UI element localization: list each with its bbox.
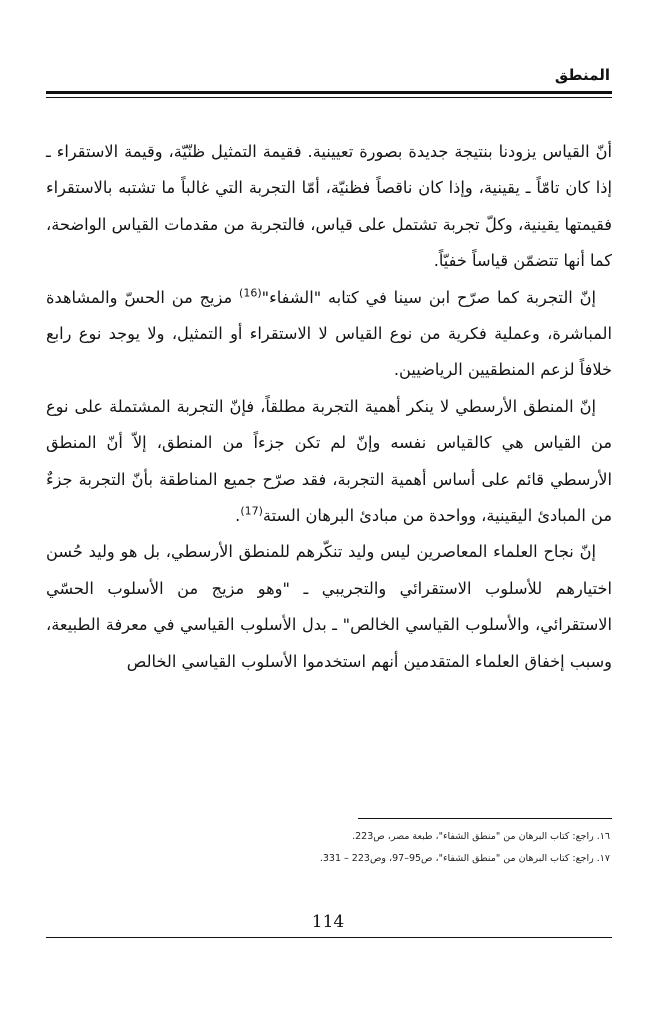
footnote-17: ١٧. راجع: كتاب البرهان من "منطق الشفاء"، ص95–97، وص223 – 331. (319, 853, 610, 864)
footnotes (190, 826, 610, 870)
paragraph-3-text-b: . (235, 506, 241, 526)
running-header: المنطق (554, 66, 610, 84)
footnote-ref-16: (16) (239, 286, 262, 300)
paragraph-3-text-a: إنّ المنطق الأرسطي لا ينكر أهمية التجربة مطلقاً، فإنّ التجربة المشتملة على نوع من القياس هي كالقياس نفسه وإنّ لم تكن جزءاً من المنطق، إلاّ أنّ المنطق الأرسطي قائم على أساس أهمية التجربة، فقد صرّح جميع المناطقة بأنّ التجربة جزءٌ من المبادئ اليقينية، وواحدة من مبادئ البرهان الستة (46, 396, 612, 526)
paragraph-1: أنّ القياس يزودنا بنتيجة جديدة بصورة تعيينية. فقيمة التمثيل ظنّيّة، وقيمة الاستقراء ـ إذا كان تامّاً ـ يقينية، وإذا كان ناقصاً فظنيّة، أمّا التجربة التي غالباً ما تشتبه بالاستقراء فقيمتها يقينية، وكلّ تجربة تشتمل على قياس، فالتجربة من مقدمات القياس الواضحة، كما أنها تتضمّن قياساً خفيّاً. (46, 142, 612, 271)
paragraph-2-text-b: مزيج من الحسّ والمشاهدة المباشرة، وعملية فكرية من نوع القياس لا الاستقراء أو التمثيل، ولا يوجد نوع رابع خلافاً لزعم المنطقيين الرياضيين. (46, 287, 612, 380)
footnote-ref-17: (17) (240, 504, 263, 518)
paragraph-2 (46, 280, 612, 389)
footnote-separator (358, 818, 612, 819)
main-text (46, 134, 612, 680)
header-rule-thick (46, 91, 612, 94)
footnote-16: ١٦. راجع: كتاب البرهان من "منطق الشفاء"، طبعة مصر، ص223. (352, 831, 610, 842)
paragraph-4: إنّ نجاح العلماء المعاصرين ليس وليد تنكّرهم للمنطق الأرسطي، بل هو وليد حُسن اختيارهم للأسلوب الاستقرائي والتجريبي ـ "وهو مزيج من الأسلوب الحسّي الاستقرائي، والأسلوب القياسي الخالص" ـ بدل الأسلوب القياسي في معرفة الطبيعة، وسبب إخفاق العلماء المتقدمين أنهم استخدموا الأسلوب القياسي الخالص (46, 542, 612, 671)
footer-rule (46, 937, 612, 938)
paragraph-3 (46, 389, 612, 535)
paragraph-2-text-a: إنّ التجربة كما صرّح ابن سينا في كتابه "الشفاء" (261, 287, 597, 307)
page-number: 114 (311, 912, 345, 932)
header-rule-thin (46, 97, 612, 98)
